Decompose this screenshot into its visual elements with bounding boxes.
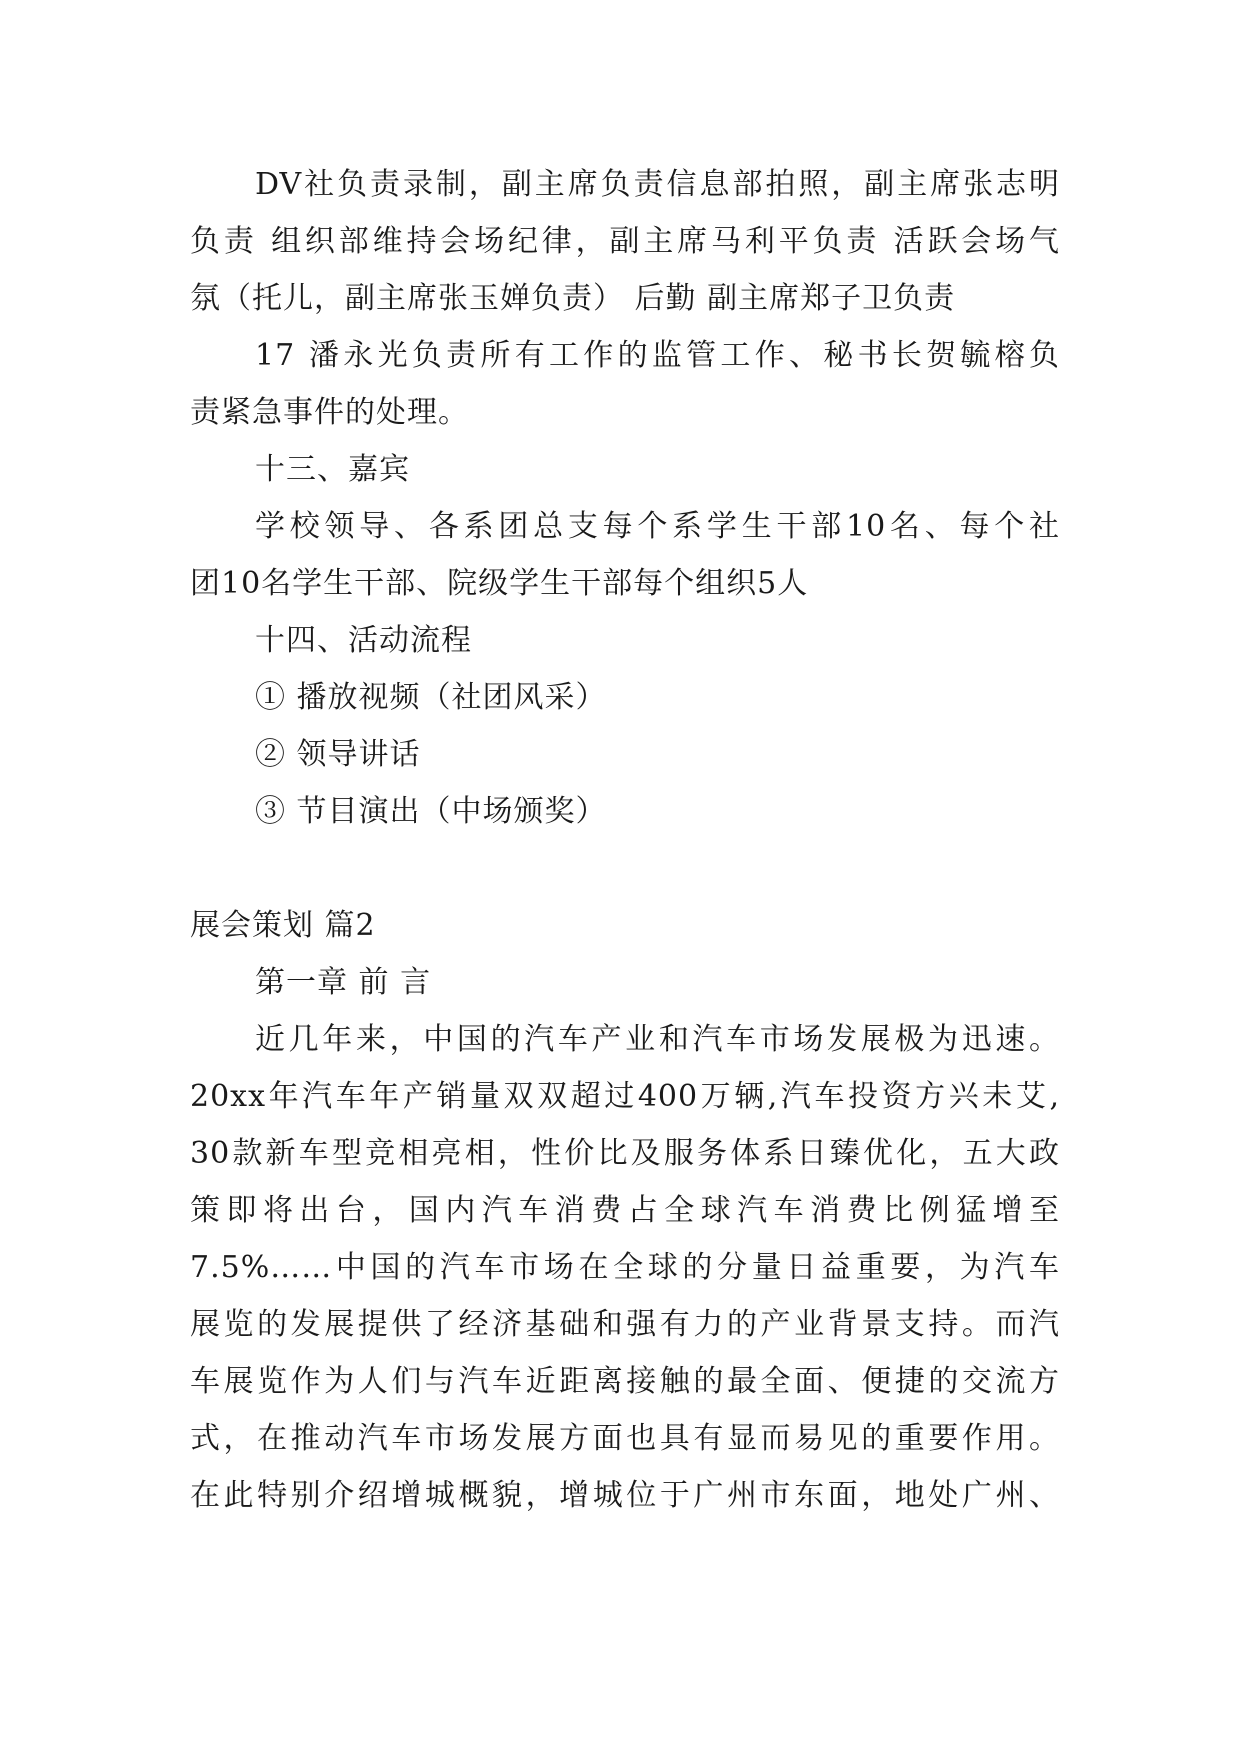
paragraph-line-21: 车展览作为人们与汽车近距离接触的最全面、便捷的交流方 xyxy=(190,1364,1060,1399)
paragraph-line-20: 展览的发展提供了经济基础和强有力的产业背景支持。而汽 xyxy=(190,1307,1060,1342)
paragraph-line-15: 近几年来，中国的汽车产业和汽车市场发展极为迅速。 xyxy=(255,1022,1060,1057)
list-item-2: ② 领导讲话 xyxy=(255,737,421,772)
paragraph-line-4: 17 潘永光负责所有工作的监管工作、秘书长贺毓榕负 xyxy=(255,338,1060,373)
paragraph-line-22: 式，在推动汽车市场发展方面也具有显而易见的重要作用。 xyxy=(190,1421,1060,1456)
list-item-3: ③ 节目演出（中场颁奖） xyxy=(255,794,607,829)
article-title: 展会策划 篇2 xyxy=(190,908,376,943)
paragraph-line-23: 在此特别介绍增城概貌，增城位于广州市东面，地处广州、 xyxy=(190,1478,1060,1513)
section-heading-guests: 十三、嘉宾 xyxy=(255,452,410,487)
paragraph-line-7: 学校领导、各系团总支每个系学生干部10名、每个社 xyxy=(255,509,1060,544)
paragraph-line-17: 30款新车型竞相亮相，性价比及服务体系日臻优化，五大政 xyxy=(190,1136,1060,1171)
list-item-1: ① 播放视频（社团风采） xyxy=(255,680,607,715)
paragraph-line-18: 策即将出台，国内汽车消费占全球汽车消费比例猛增至 xyxy=(190,1193,1060,1228)
paragraph-line-2: 负责 组织部维持会场纪律，副主席马利平负责 活跃会场气 xyxy=(190,224,1060,259)
paragraph-line-19: 7.5%……中国的汽车市场在全球的分量日益重要，为汽车 xyxy=(190,1250,1060,1285)
chapter-heading: 第一章 前 言 xyxy=(255,965,432,1000)
paragraph-line-16: 20xx年汽车年产销量双双超过400万辆,汽车投资方兴未艾, xyxy=(190,1079,1060,1114)
paragraph-line-3: 氛（托儿，副主席张玉婵负责） 后勤 副主席郑子卫负责 xyxy=(190,281,956,316)
paragraph-line-8: 团10名学生干部、院级学生干部每个组织5人 xyxy=(190,566,809,601)
paragraph-line-5: 责紧急事件的处理。 xyxy=(190,395,469,430)
paragraph-line-1: DV社负责录制，副主席负责信息部拍照，副主席张志明 xyxy=(255,167,1060,202)
section-heading-process: 十四、活动流程 xyxy=(255,623,472,658)
